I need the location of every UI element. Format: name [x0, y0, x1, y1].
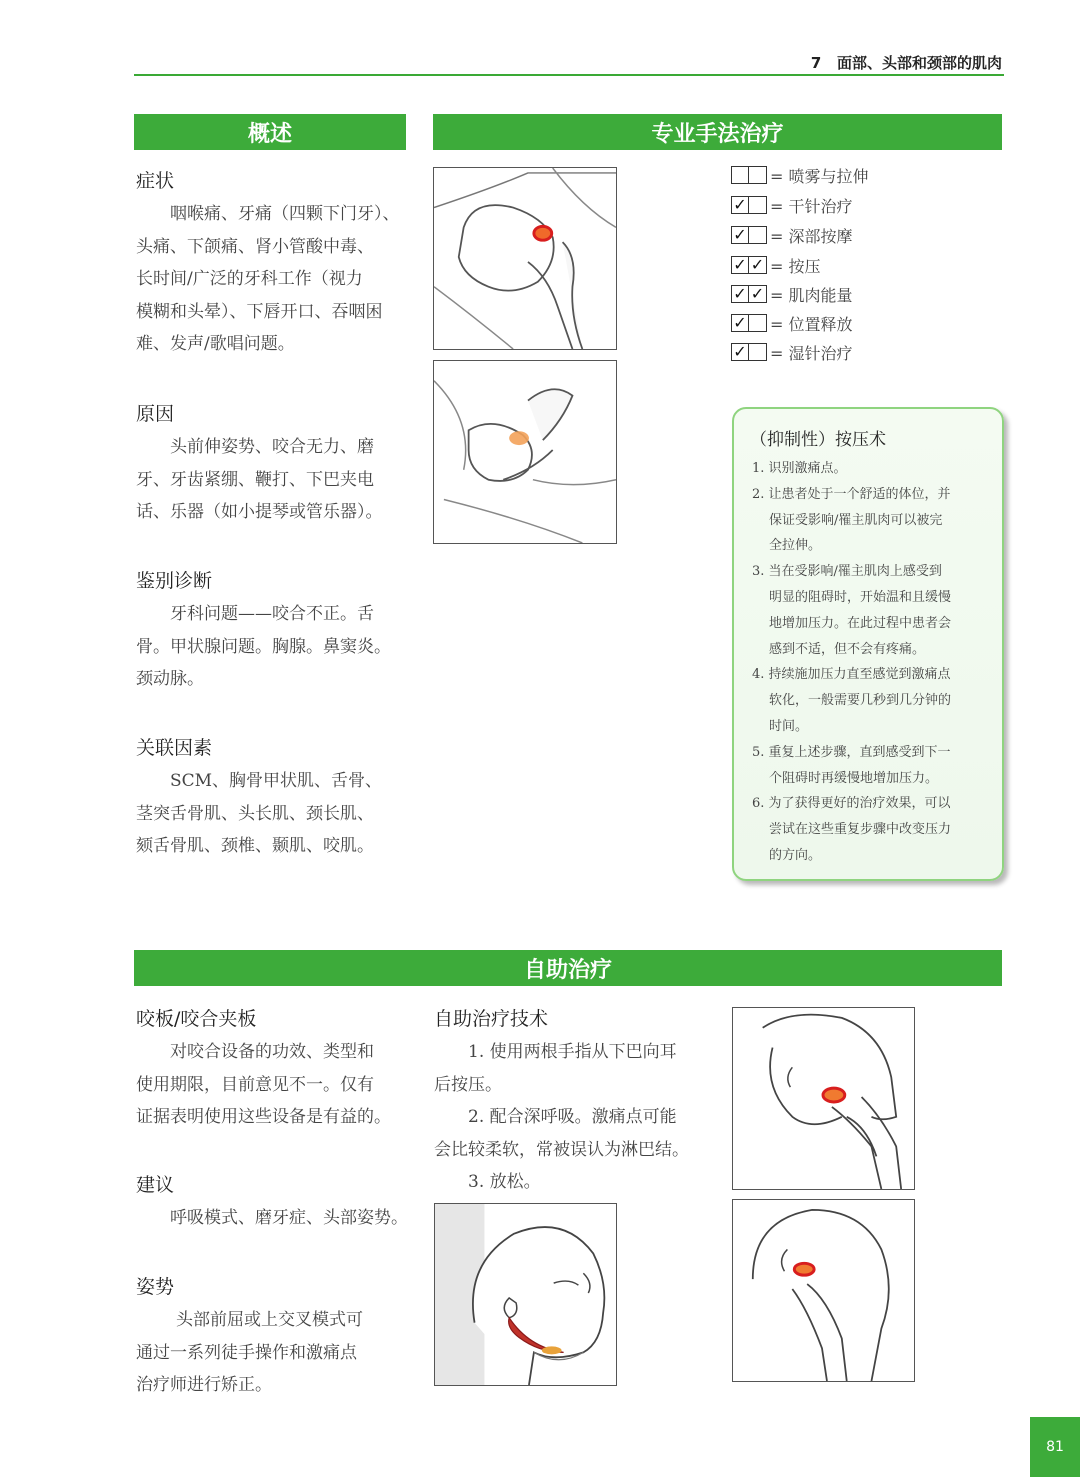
pressure-technique-box [732, 407, 1004, 881]
technique-title: 自助治疗技术 [434, 1008, 549, 1030]
checkbox-icon [749, 343, 767, 361]
step-text: 的方向。 [769, 847, 822, 863]
text-line: 颏舌骨肌、颈椎、颞肌、咬肌。 [136, 836, 374, 856]
self-help-heading: 自助治疗 [523, 957, 612, 983]
step-line [752, 456, 988, 482]
text-line: 模糊和头晕）、下唇开口、吞咽困 [136, 301, 383, 322]
text-line: 牙科问题——咬合不正。舌 [170, 604, 374, 624]
step-line [752, 559, 988, 585]
text-line: 会比较柔软，常被误认为淋巴结。 [434, 1139, 689, 1160]
step-number: 3. [752, 564, 765, 580]
self-help-illustration-1 [732, 1007, 915, 1190]
therapist-pressing-jaw-illustration [434, 168, 616, 349]
legend-dry-needling [731, 194, 853, 216]
text-line: 颈动脉。 [136, 669, 204, 689]
running-header [811, 52, 1002, 73]
step-number: 6. [752, 796, 765, 812]
step-text: 个阻碍时再缓慢地增加压力。 [769, 770, 939, 786]
step-number: 2. [752, 486, 765, 502]
checkbox-icon: ✓ [731, 226, 749, 244]
differential-text [136, 598, 408, 696]
text-line: 头部前屈或上交叉模式可 [176, 1310, 363, 1330]
step-text: 时间。 [769, 718, 809, 734]
text-line: 通过一系列徒手操作和激痛点 [136, 1342, 357, 1363]
text-line: 呼吸模式、磨牙症、头部姿势。 [170, 1208, 408, 1228]
legend-label: = 干针治疗 [770, 196, 853, 216]
text-line: 头痛、下颌痛、肾小管酸中毒、 [136, 236, 374, 257]
step-text: 软化，一般需要几秒到几分钟的 [769, 693, 952, 709]
checkbox-icon: ✓ [731, 196, 749, 214]
text-line: SCM、胸骨甲状肌、舌骨、 [170, 771, 383, 791]
related-title: 关联因素 [136, 737, 213, 759]
self-help-bar [134, 950, 1002, 986]
symptoms-text [136, 198, 408, 361]
text-line: 使用期限，目前意见不一。仅有 [136, 1074, 374, 1095]
pressure-steps [752, 456, 988, 869]
chapter-title: 面部、头部和颈部的肌肉 [836, 54, 1002, 72]
checkbox-icon: ✓ [731, 343, 749, 361]
header-rule [134, 74, 1004, 76]
chapter-number: 7 [810, 54, 822, 72]
text-line: 牙、牙齿紧绷、鞭打、下巴夹电 [136, 469, 374, 490]
advice-text [136, 1202, 408, 1235]
step-text: 识别激痛点。 [768, 461, 847, 476]
overview-bar [134, 114, 406, 150]
text-line: 长时间/广泛的牙科工作（视力 [136, 269, 363, 289]
bite-splint-title: 咬板/咬合夹板 [136, 1008, 257, 1030]
text-line: 难、发声/歌唱问题。 [136, 334, 295, 354]
step-text: 当在受影响/罹主肌肉上感受到 [768, 564, 942, 580]
checkbox-icon [749, 314, 767, 332]
checkbox-icon: ✓ [749, 285, 767, 303]
legend-label: = 肌肉能量 [770, 285, 853, 305]
checkbox-icon: ✓ [731, 314, 749, 332]
step-line [752, 791, 988, 817]
checkbox-icon [749, 166, 767, 184]
step-number: 5. [752, 744, 765, 760]
text-line: 治疗师进行矫正。 [136, 1375, 272, 1395]
text-line: 茎突舌骨肌、头长肌、颈长肌、 [136, 803, 374, 824]
causes-title: 原因 [136, 403, 175, 425]
text-line: 2. 配合深呼吸。激痛点可能 [468, 1107, 677, 1127]
symptoms-title: 症状 [136, 170, 175, 192]
legend-muscle-energy [731, 283, 853, 305]
step-text: 持续施加压力直至感觉到激痛点 [768, 667, 951, 683]
legend-label: = 喷雾与拉伸 [770, 166, 869, 186]
neck-muscle-illustration [434, 1203, 617, 1386]
advice-title: 建议 [136, 1174, 175, 1196]
legend-positional-release [731, 312, 853, 334]
related-text [136, 765, 408, 863]
self-massage-neck-illustration [733, 1200, 914, 1381]
legend-label: = 深部按摩 [770, 226, 853, 246]
checkbox-icon [749, 196, 767, 214]
legend-label: = 位置释放 [770, 314, 853, 334]
page-number-badge [1030, 1417, 1080, 1477]
step-text: 感到不适，但不会有疼痛。 [769, 641, 926, 657]
step-text: 保证受影响/罹主肌肉可以被完 [769, 512, 943, 528]
therapist-pressing-neck-illustration [434, 361, 616, 543]
step-number: 4. [752, 667, 765, 683]
page-number: 81 [1046, 1439, 1064, 1455]
manual-therapy-bar [433, 114, 1002, 150]
step-text: 为了获得更好的治疗效果，可以 [768, 796, 951, 812]
pressure-box-title: （抑制性）按压术 [750, 430, 886, 450]
step-line [752, 740, 988, 766]
legend-label: = 按压 [770, 256, 821, 276]
legend-spray-stretch [731, 164, 869, 186]
therapy-illustration-2 [433, 360, 617, 544]
text-line: 3. 放松。 [468, 1172, 541, 1192]
text-line: 咽喉痛、牙痛（四颗下门牙）、 [170, 204, 400, 224]
therapy-illustration-1 [433, 167, 617, 350]
bite-splint-text [136, 1036, 408, 1134]
technique-text [434, 1036, 712, 1199]
step-text: 全拉伸。 [769, 538, 822, 554]
self-help-illustration-2 [732, 1199, 915, 1382]
text-line: 后按压。 [434, 1074, 502, 1095]
text-line: 骨。甲状腺问题。胸腺。鼻窦炎。 [136, 636, 391, 657]
legend-deep-massage [731, 224, 853, 246]
step-text: 地增加压力。在此过程中患者会 [769, 615, 952, 631]
text-line: 话、乐器（如小提琴或管乐器）。 [136, 502, 383, 522]
checkbox-icon: ✓ [749, 256, 767, 274]
overview-heading: 概述 [247, 121, 292, 147]
text-line: 头前伸姿势、咬合无力、磨 [170, 437, 374, 457]
posture-title: 姿势 [136, 1276, 175, 1298]
text-line: 证据表明使用这些设备是有益的。 [136, 1107, 391, 1127]
step-text: 明显的阻碍时，开始温和且缓慢 [769, 589, 952, 605]
step-text: 尝试在这些重复步骤中改变压力 [769, 822, 952, 838]
self-massage-jaw-illustration [733, 1008, 914, 1189]
posture-text [136, 1304, 408, 1402]
text-line: 1. 使用两根手指从下巴向耳 [468, 1042, 677, 1062]
head-side-view-illustration [435, 1204, 616, 1385]
legend-wet-needling [731, 341, 853, 363]
step-line [752, 482, 988, 508]
checkbox-icon [749, 226, 767, 244]
checkbox-icon: ✓ [731, 256, 749, 274]
checkbox-icon: ✓ [731, 285, 749, 303]
step-line [752, 662, 988, 688]
manual-therapy-heading: 专业手法治疗 [651, 121, 784, 147]
step-number: 1. [752, 461, 765, 476]
legend-label: = 湿针治疗 [770, 343, 853, 363]
causes-text [136, 431, 408, 529]
step-text: 重复上述步骤，直到感受到下一 [768, 744, 951, 760]
checkbox-icon [731, 166, 749, 184]
step-text: 让患者处于一个舒适的体位，并 [768, 486, 951, 502]
legend-compression [731, 254, 821, 276]
differential-title: 鉴别诊断 [136, 570, 213, 592]
text-line: 对咬合设备的功效、类型和 [170, 1042, 374, 1062]
